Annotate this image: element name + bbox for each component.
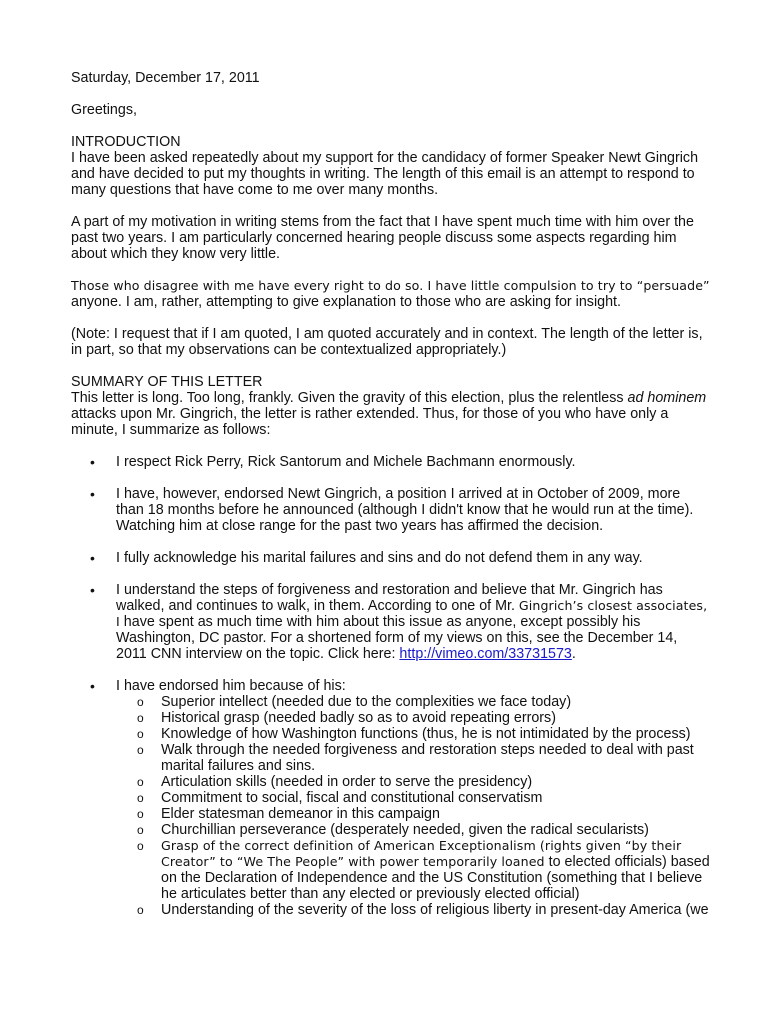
sub-item: o Walk through the needed forgiveness and restoration steps needed to deal with past marital failures and sins.	[71, 742, 711, 774]
intro-paragraph-3-lead: Those who disagree with me have every right to do so. I have little compulsion to try to “persuade”	[71, 278, 710, 293]
summary-text-a: This letter is long. Too long, frankly. Given the gravity of this election, plus the relentless	[71, 390, 628, 406]
sub-item	[71, 838, 711, 902]
bullet-4-thin-text: Gingrich’s closest associates, I	[116, 598, 708, 629]
summary-ad-hominem: ad hominem	[627, 390, 707, 406]
bullet-4-text-b: have spent as much time with him about this issue as anyone, except possibly his Washington, DC pastor. For a shortened form of my views on this, see the December 14, 2011 CNN interview on the topic. Click here:	[116, 614, 678, 662]
sub-item: o Elder statesman demeanor in this campaign	[71, 806, 711, 822]
greeting: Greetings,	[71, 102, 137, 118]
sub-item: o Commitment to social, fiscal and constitutional conservatism	[71, 790, 711, 806]
letter-date: Saturday, December 17, 2011	[71, 70, 260, 86]
intro-paragraph-1: I have been asked repeatedly about my support for the candidacy of former Speaker Newt Gingrich and have decided to put my thoughts in writing. The length of this email is an attempt to respond to many questions that have come to me over many months.	[71, 150, 699, 198]
sub-item: o Churchillian perseverance (desperately needed, given the radical secularists)	[71, 822, 711, 838]
sub-item: o Knowledge of how Washington functions (thus, he is not intimidated by the process)	[71, 726, 711, 742]
bullet-item: • I fully acknowledge his marital failures and sins and do not defend them in any way.	[71, 550, 711, 566]
sub-item: o Superior intellect (needed due to the complexities we face today)	[71, 694, 711, 710]
bullet-item	[71, 582, 711, 662]
bullet-item: • I have, however, endorsed Newt Gingrich, a position I arrived at in October of 2009, more than 18 months before he announced (although I didn't know that he would run at the time). Watching him at close range for the past two years has affirmed the decision.	[71, 486, 711, 534]
intro-paragraph-4: (Note: I request that if I am quoted, I am quoted accurately and in context. The length of the letter is, in part, so that my observations can be contextualized appropriately.)	[71, 326, 703, 358]
sub-item-9-thin: Grasp of the correct definition of American Exceptionalism (rights given “by their Creator” to “We The People” with power temporarily loaned	[161, 838, 682, 869]
sub-item: o Understanding of the severity of the loss of religious liberty in present-day America (we	[71, 902, 711, 918]
bullet-5-text: I have endorsed him because of his:	[116, 678, 346, 694]
summary-text-b: attacks upon Mr. Gingrich, the letter is rather extended. Thus, for those of you who have only a minute, I summarize as follows:	[71, 406, 669, 438]
summary-heading: SUMMARY OF THIS LETTER	[71, 374, 263, 390]
letter-page	[71, 70, 711, 934]
intro-paragraph-3	[71, 278, 711, 310]
summary-bullet-list	[71, 454, 711, 918]
sub-item: o Historical grasp (needed badly so as to avoid repeating errors)	[71, 710, 711, 726]
bullet-item: • I respect Rick Perry, Rick Santorum and Michele Bachmann enormously.	[71, 454, 711, 470]
bullet-4-end: .	[571, 646, 576, 662]
introduction-heading: INTRODUCTION	[71, 134, 181, 150]
intro-paragraph-2: A part of my motivation in writing stems from the fact that I have spent much time with him over the past two years. I am particularly concerned hearing people discuss some aspects regarding him about which they know very little.	[71, 214, 694, 262]
vimeo-link[interactable]: http://vimeo.com/33731573	[399, 646, 572, 662]
intro-paragraph-3-rest: anyone. I am, rather, attempting to give explanation to those who are asking for insight.	[71, 294, 621, 310]
bullet-4-text-a: I understand the steps of forgiveness and restoration and believe that Mr. Gingrich has walked, and continues to walk, in them. According to one of Mr.	[116, 582, 663, 614]
summary-paragraph	[71, 390, 711, 438]
sub-item: o Articulation skills (needed in order to serve the presidency)	[71, 774, 711, 790]
sub-item-9-rest: to elected officials) based on the Declaration of Independence and the US Constitution (something that I believe he articulates better than any elected or previously elected official)	[161, 854, 710, 902]
endorsement-reasons-list	[116, 694, 711, 918]
bullet-item	[71, 678, 711, 918]
